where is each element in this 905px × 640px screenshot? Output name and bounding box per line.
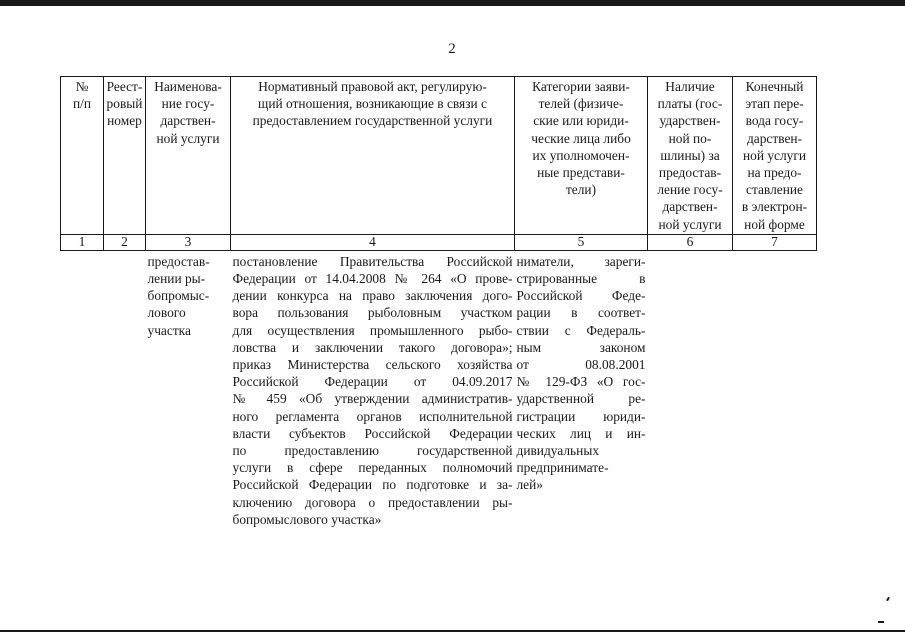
text-line: Конечный [745, 79, 804, 94]
body-cell-service-name [146, 250, 231, 528]
page-number: 2 [448, 41, 456, 57]
bottom-edge-rule [0, 630, 905, 632]
body-cell-fee [648, 250, 733, 528]
column-number-6: 6 [648, 234, 733, 250]
column-number-5: 5 [515, 234, 648, 250]
services-registry-table [60, 76, 817, 528]
text-line: Наименова- [154, 79, 222, 94]
applicant-categories-continued [517, 253, 646, 494]
text-line: по предоставлению государственной [232, 443, 513, 459]
column-number-1: 1 [61, 234, 104, 250]
text-line: лового [147, 305, 186, 321]
text-line: ческих лиц и ин- [516, 425, 646, 441]
text-line: от 08.08.2001 [516, 357, 646, 373]
text-line: № [75, 79, 89, 94]
text-line: бопромыс- [147, 288, 210, 304]
text-line: предпринимате- [516, 460, 609, 476]
text-line: № 129-ФЗ «О гос- [516, 374, 646, 390]
text-line: ставление [746, 182, 803, 198]
text-line: ческие лица либо [531, 130, 631, 146]
text-line: лении ры- [147, 271, 206, 287]
text-line: вода госу- [745, 113, 804, 129]
text-line: ударственной ре- [516, 391, 646, 407]
header-number-text [63, 78, 101, 112]
body-cell-legal-act [231, 250, 515, 528]
text-line: ным законом [516, 339, 646, 355]
text-line: предоставлением государственной услуги [252, 113, 493, 129]
table-body-row [61, 250, 817, 528]
text-line: ной услуги [658, 216, 722, 232]
body-cell-number [61, 250, 104, 528]
text-line: ной форме [744, 216, 805, 232]
text-line: предостав- [658, 165, 722, 181]
text-line: услуги в сфере переданных полномочий [232, 460, 513, 476]
body-cell-registry-number [104, 250, 146, 528]
text-line: ного регламента органов исполнительной [232, 408, 513, 424]
text-line: ские или юриди- [533, 113, 629, 129]
text-line: вора пользования рыболовным участком [232, 305, 513, 321]
legal-acts-text [233, 253, 513, 528]
text-line: для осуществления промышленного рыбо- [232, 322, 513, 338]
text-line: дении конкурса на право заключения дого- [232, 288, 513, 304]
top-edge-rule [0, 0, 905, 6]
text-line: дарствен- [160, 113, 216, 129]
text-line: Российской Федерации от 04.09.2017 [232, 374, 513, 390]
text-line: номер [107, 113, 142, 129]
text-line: Российской Федерации по подготовке и за- [232, 477, 513, 493]
header-cell-registry-number [104, 77, 146, 235]
text-line: ниматели, зареги- [516, 253, 646, 269]
header-registry-number-text [106, 78, 143, 130]
text-line: бопромыслового участка» [232, 511, 382, 527]
column-number-4: 4 [231, 234, 515, 250]
text-line: их уполномочен- [532, 147, 630, 163]
header-cell-electronic-stage [733, 77, 817, 235]
text-line: ной услуги [156, 130, 220, 146]
text-line: ние госу- [161, 96, 215, 112]
text-line: лей» [516, 477, 543, 493]
text-line: власти субъектов Российской Федерации [232, 425, 513, 441]
text-line: Российской Феде- [516, 288, 646, 304]
column-number-row [61, 234, 817, 250]
service-name-continued [148, 253, 229, 339]
text-line: постановление Правительства Российской [232, 253, 513, 269]
text-line: ударствен- [659, 113, 721, 129]
text-line: ной услуги [742, 147, 807, 163]
text-line: на предо- [747, 165, 802, 181]
header-applicant-categories-text [517, 78, 645, 198]
header-legal-act-text [233, 78, 512, 130]
scan-mark [886, 597, 890, 601]
header-cell-fee [648, 77, 733, 235]
text-line: ные представи- [537, 165, 625, 181]
table-header-row [61, 77, 817, 235]
text-line: этап пере- [745, 96, 804, 112]
text-line: Нормативный правовой акт, регулирую- [258, 79, 487, 94]
text-line: гистрации юриди- [516, 408, 646, 424]
header-cell-number [61, 77, 104, 235]
header-fee-text [650, 78, 730, 233]
text-line: ствии с Федераль- [516, 322, 646, 338]
text-line: № 459 «Об утверждении административ- [232, 391, 513, 407]
header-cell-applicant-categories [515, 77, 648, 235]
body-cell-electronic-stage [733, 250, 817, 528]
text-line: Реест- [106, 79, 143, 94]
text-line: ключению договора о предоставлении ры- [232, 494, 513, 510]
text-line: шлины) за [660, 147, 720, 163]
text-line: Федерации от 14.04.2008 № 264 «О прове- [232, 271, 513, 287]
scan-mark [878, 621, 884, 623]
body-cell-applicant-categories [515, 250, 648, 528]
text-line: телей (физиче- [538, 96, 624, 112]
column-number-7: 7 [733, 234, 817, 250]
text-line: платы (гос- [657, 96, 723, 112]
text-line: дарствен- [746, 130, 803, 146]
text-line: щий отношения, возникающие в связи с [258, 96, 487, 112]
column-number-3: 3 [146, 234, 231, 250]
text-line: в электрон- [741, 199, 808, 215]
header-cell-service-name [146, 77, 231, 235]
text-line: Наличие [665, 79, 715, 94]
text-line: дарствен- [662, 199, 718, 215]
text-line: приказ Министерства сельского хозяйства [232, 357, 513, 373]
column-number-2: 2 [104, 234, 146, 250]
header-service-name-text [148, 78, 228, 147]
header-electronic-stage-text [735, 78, 814, 233]
text-line: ление госу- [657, 182, 723, 198]
text-line: стрированные в [516, 271, 646, 287]
text-line: тели) [565, 182, 597, 198]
text-line: предостав- [147, 253, 210, 269]
text-line: ной по- [668, 130, 712, 146]
text-line: дивидуальных [516, 443, 600, 459]
text-line: рации в соответ- [516, 305, 646, 321]
text-line: ровый [106, 96, 143, 112]
text-line: ловства и заключении такого договора»; [232, 339, 513, 355]
header-cell-legal-act [231, 77, 515, 235]
text-line: п/п [72, 96, 92, 112]
text-line: Категории заяви- [532, 79, 630, 94]
text-line: участка [147, 322, 191, 338]
